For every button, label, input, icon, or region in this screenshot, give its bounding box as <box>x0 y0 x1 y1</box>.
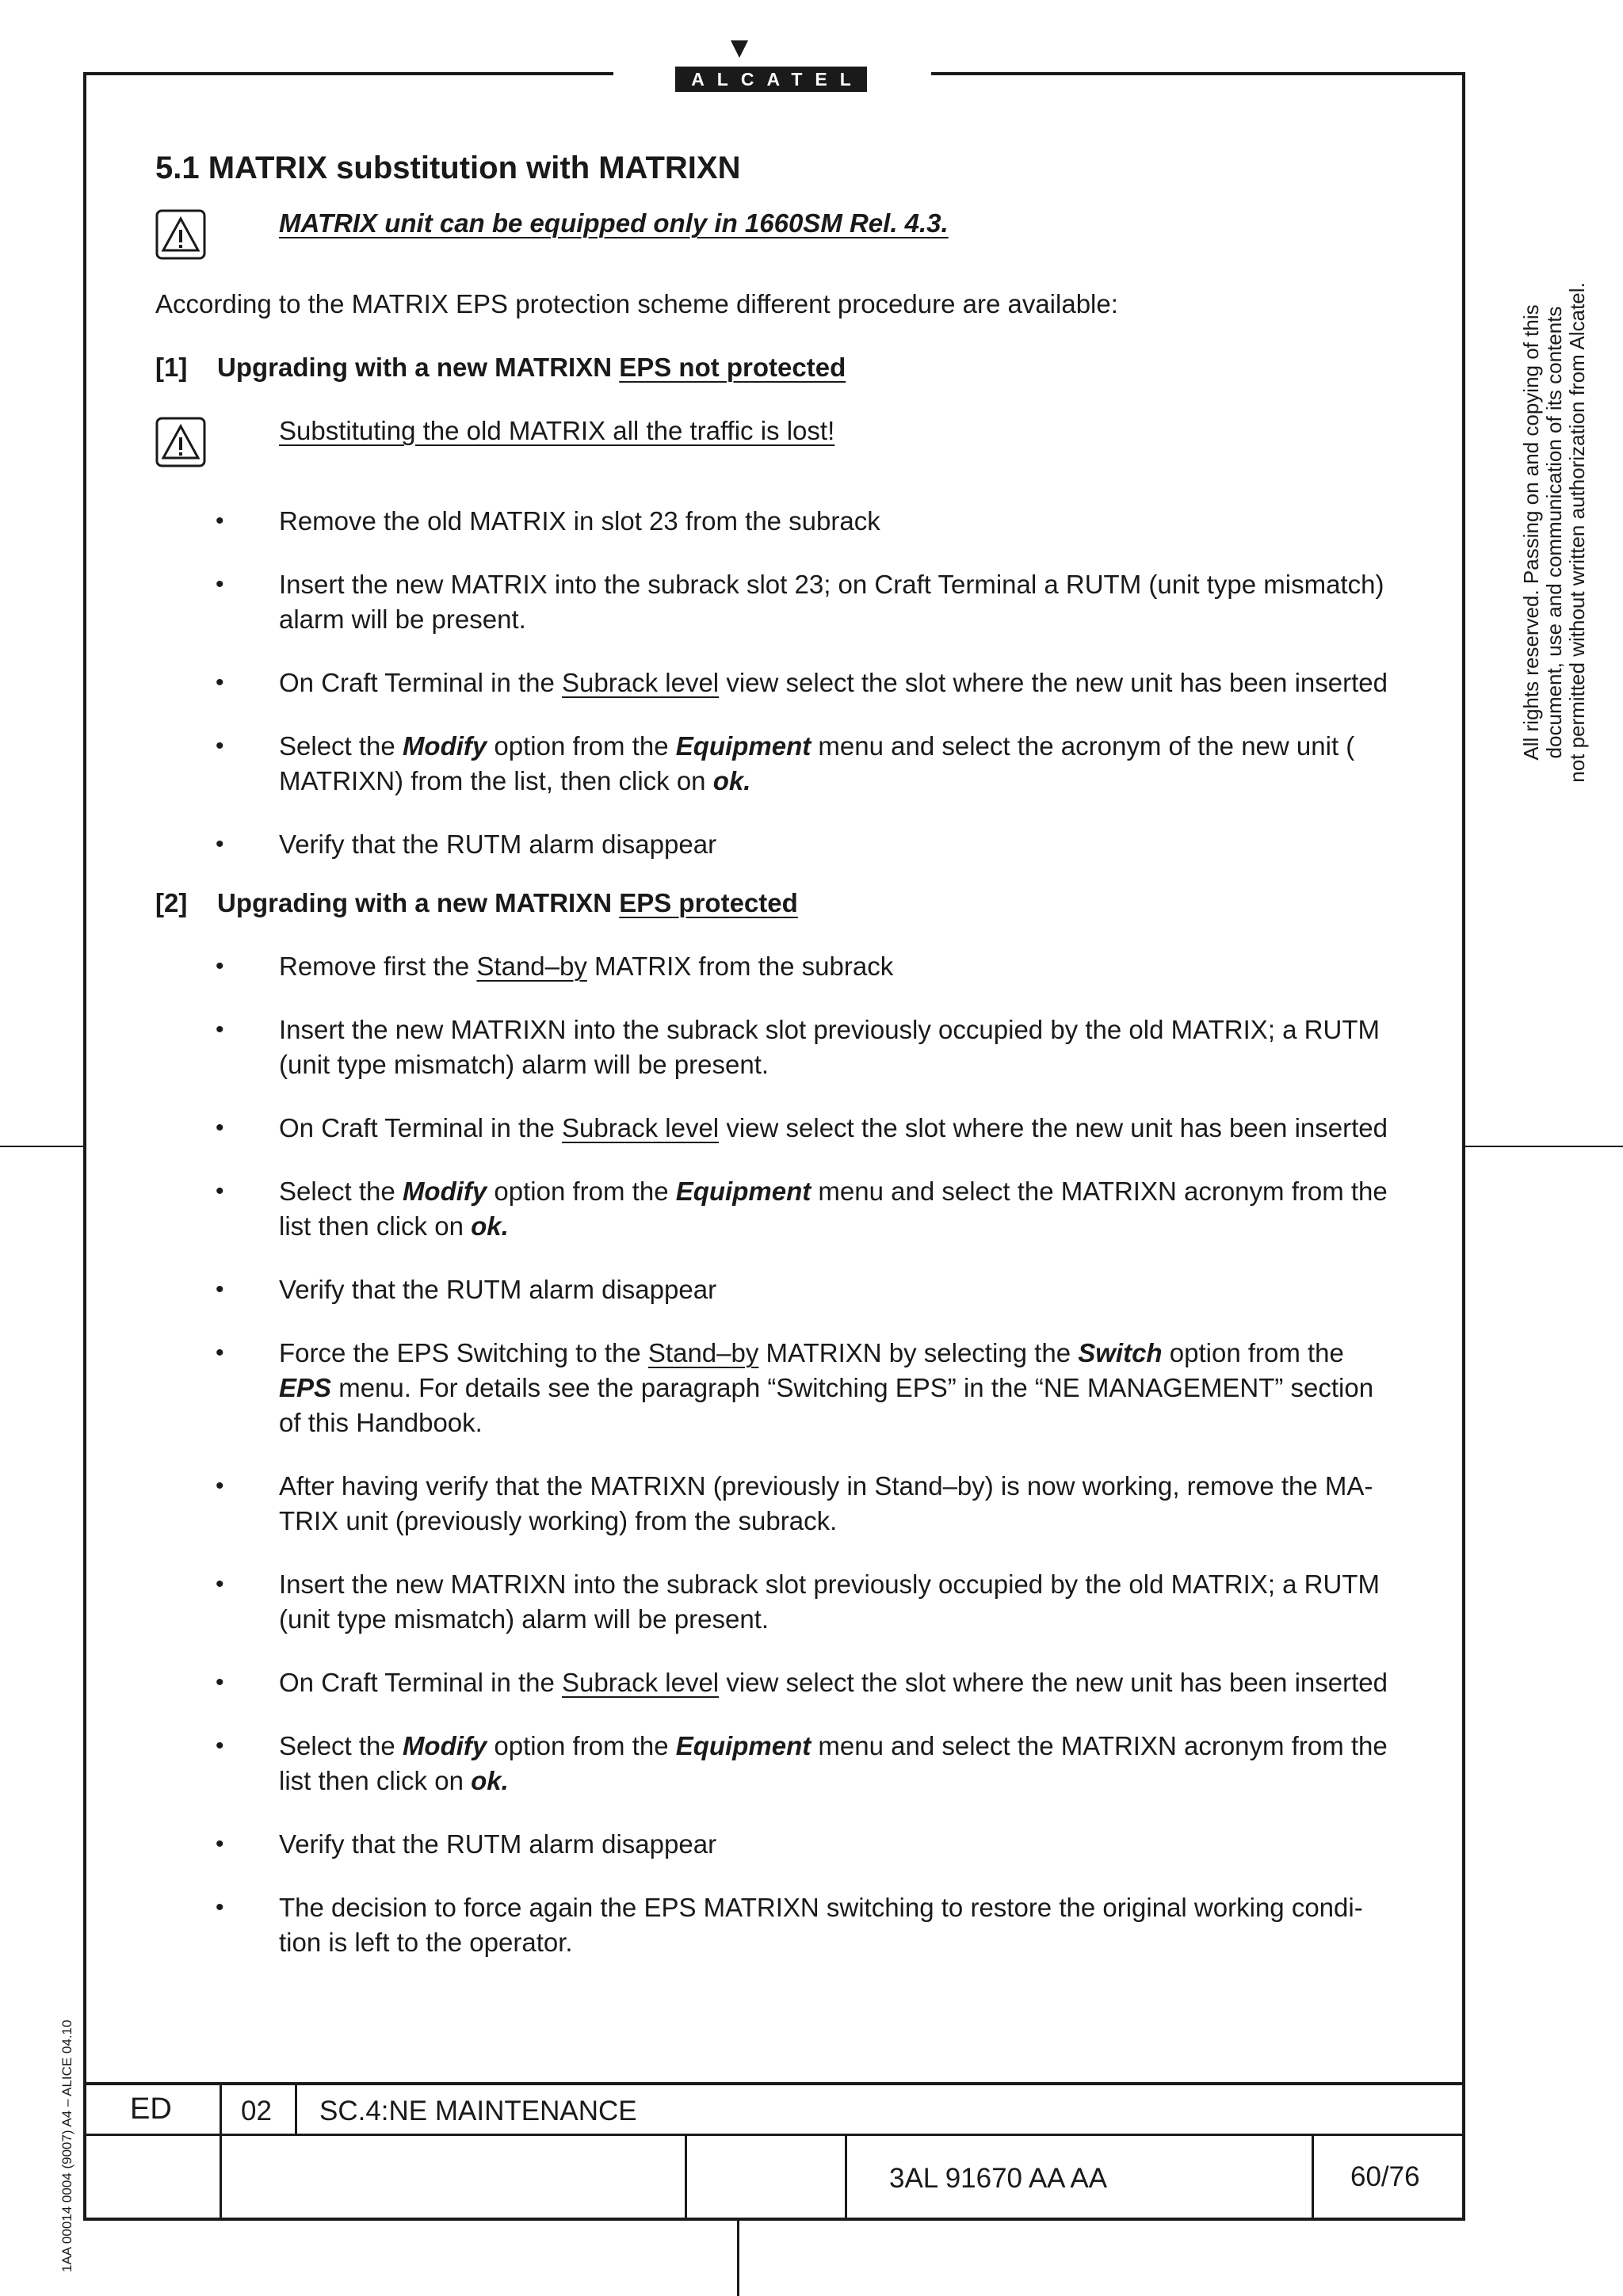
logo-triangle-icon <box>731 40 748 58</box>
footer-top-rule <box>83 2082 1465 2085</box>
copyright-notice: All rights reserved. Passing on and copying of this document, use and communication of its contents not permitted without written authorization from Alcatel. <box>1519 282 1589 783</box>
footer-col-2 <box>295 2082 297 2136</box>
document-reference: 1AA 00014 0004 (9007) A4 – ALICE 04.10 <box>59 2019 74 2272</box>
frame-top-left <box>83 72 613 75</box>
list-item: • The decision to force again the EPS MATRIXN switching to restore the original working condi-tion is left to the operator. <box>155 1890 1393 1960</box>
footer-stem <box>737 2221 739 2296</box>
page-number: 60/76 <box>1350 2161 1420 2192</box>
page-title: 5.1 MATRIX substitution with MATRIXN <box>155 151 741 185</box>
fold-mark-left <box>0 1146 83 1147</box>
warning-note <box>155 206 1393 261</box>
alcatel-logo: ALCATEL <box>675 67 867 92</box>
list-item: • Insert the new MATRIXN into the subrack slot previously occupied by the old MATRIX; a RUTM (unit type mismatch) alarm will be present. <box>155 1567 1393 1637</box>
section-name: SC.4:NE MAINTENANCE <box>319 2096 637 2126</box>
edition-label: ED <box>130 2092 172 2126</box>
footer-col-1 <box>220 2082 222 2221</box>
list-item: • Select the Modify option from the Equipment menu and select the MATRIXN acronym from the list then click on ok. <box>155 1729 1393 1798</box>
footer-bottom-rule <box>83 2218 1465 2221</box>
section-2-heading: [2] Upgrading with a new MATRIXN EPS protected <box>155 888 798 917</box>
list-item: • Verify that the RUTM alarm disappear <box>155 827 1393 862</box>
edition-value: 02 <box>241 2096 272 2126</box>
warning-icon <box>155 209 206 260</box>
list-item: • Force the EPS Switching to the Stand–by MATRIXN by selecting the Switch option from the EPS menu. For details see the paragraph “Switching EPS” in the “NE MANAGEMENT” section of this Handbook. <box>155 1336 1393 1440</box>
list-item: • Verify that the RUTM alarm disappear <box>155 1272 1393 1307</box>
footer-col-4 <box>845 2134 847 2221</box>
section-1-heading: [1] Upgrading with a new MATRIXN EPS not protected <box>155 353 846 382</box>
list-item: • On Craft Terminal in the Subrack level view select the slot where the new unit has been inserted <box>155 1111 1393 1146</box>
list-item: • Remove the old MATRIX in slot 23 from the subrack <box>155 504 1393 539</box>
list-item: • After having verify that the MATRIXN (previously in Stand–by) is now working, remove the MA-TRIX unit (previously working) from the subrack. <box>155 1469 1393 1539</box>
document-code: 3AL 91670 AA AA <box>889 2163 1108 2194</box>
list-item: • On Craft Terminal in the Subrack level view select the slot where the new unit has been inserted <box>155 1665 1393 1700</box>
fold-mark-right <box>1465 1146 1623 1147</box>
footer-mid-rule <box>83 2134 1465 2136</box>
section-2-steps <box>155 949 1393 1960</box>
list-item: • Verify that the RUTM alarm disappear <box>155 1827 1393 1862</box>
list-item: • Select the Modify option from the Equipment menu and select the acronym of the new unit ( MATRIXN) from the list, then click on ok. <box>155 729 1393 799</box>
footer-col-5 <box>1312 2134 1314 2221</box>
warning-note-traffic <box>155 414 1393 469</box>
list-item: • Select the Modify option from the Equipment menu and select the MATRIXN acronym from the list then click on ok. <box>155 1174 1393 1244</box>
intro-text: According to the MATRIX EPS protection scheme different procedure are available: <box>155 289 1118 318</box>
list-item: • Remove first the Stand–by MATRIX from the subrack <box>155 949 1393 984</box>
warning-text: MATRIX unit can be equipped only in 1660SM Rel. 4.3. <box>279 208 949 238</box>
page-content <box>155 143 1393 1989</box>
frame-left <box>83 72 86 2221</box>
warning-icon <box>155 417 206 467</box>
list-item: • On Craft Terminal in the Subrack level view select the slot where the new unit has been inserted <box>155 666 1393 700</box>
list-item: • Insert the new MATRIX into the subrack slot 23; on Craft Terminal a RUTM (unit type mismatch) alarm will be present. <box>155 567 1393 637</box>
list-item: • Insert the new MATRIXN into the subrack slot previously occupied by the old MATRIX; a RUTM (unit type mismatch) alarm will be present. <box>155 1013 1393 1082</box>
frame-top-right <box>931 72 1465 75</box>
footer-col-3 <box>685 2134 687 2221</box>
section-1-steps <box>155 504 1393 862</box>
warning-text: Substituting the old MATRIX all the traffic is lost! <box>279 416 835 445</box>
